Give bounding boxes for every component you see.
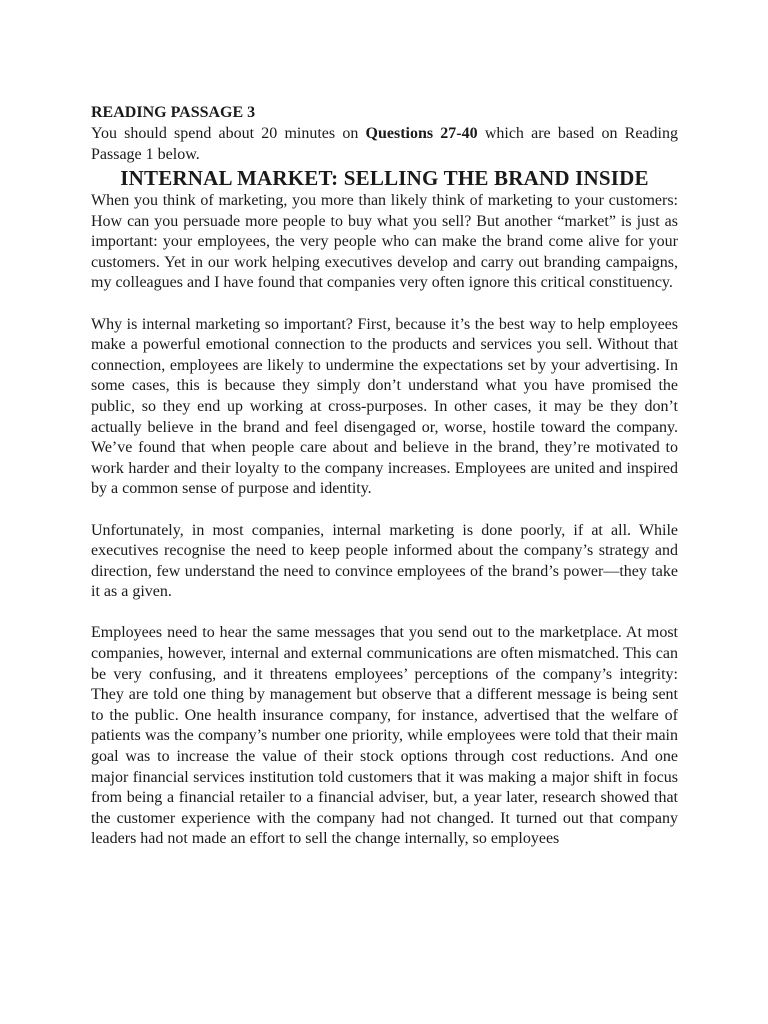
instructions-text-start: You should spend about 20 minutes on [91,125,366,142]
instructions [91,123,678,165]
document-page [91,102,678,871]
instructions-text-end: which are based on Reading Passage 1 below. [91,125,678,163]
paragraph-4: Employees need to hear the same messages that you send out to the marketplace. At most companies, however, internal and external communications are often mismatched. This can be very confusing, and it threatens employees’ perceptions of the company’s integrity: They are told one thing by management but observe that a different message is being sent to the public. One health insurance company, for instance, advertised that the welfare of patients was the company’s number one priority, while employees were told that their main goal was to increase the value of their stock options through cost reductions. And one major financial services institution told customers that it was making a major shift in focus from being a financial retailer to a financial adviser, but, a year later, research showed that the customer experience with the company had not changed. It turned out that company leaders had not made an effort to sell the change internally, so employees [91,624,678,848]
passage-title: INTERNAL MARKET: SELLING THE BRAND INSIDE [120,166,649,190]
questions-range: Questions 27-40 [365,125,478,142]
paragraph-1: When you think of marketing, you more than likely think of marketing to your customers: How can you persuade more people to buy what you sell? But another “market” is just as important: your employees, the very people who can make the brand come alive for your customers. Yet in our work helping executives develop and carry out branding campaigns, my colleagues and I have found that companies very often ignore this critical constituency. [91,192,678,292]
paragraph-2: Why is internal marketing so important? First, because it’s the best way to help employees make a powerful emotional connection to the products and services you sell. Without that connection, employees are likely to undermine the expectations set by your advertising. In some cases, this is because they simply don’t understand what you have promised the public, so they end up working at cross-purposes. In other cases, it may be they don’t actually believe in the brand and feel disengaged or, worse, hostile toward the company. We’ve found that when people care about and believe in the brand, they’re motivated to work harder and their loyalty to the company increases. Employees are united and inspired by a common sense of purpose and identity. [91,315,678,498]
paragraph-3: Unfortunately, in most companies, internal marketing is done poorly, if at all. While executives recognise the need to keep people informed about the company’s strategy and direction, few understand the need to convince employees of the brand’s power—they take it as a given. [91,521,678,601]
section-label: READING PASSAGE 3 [91,104,256,121]
